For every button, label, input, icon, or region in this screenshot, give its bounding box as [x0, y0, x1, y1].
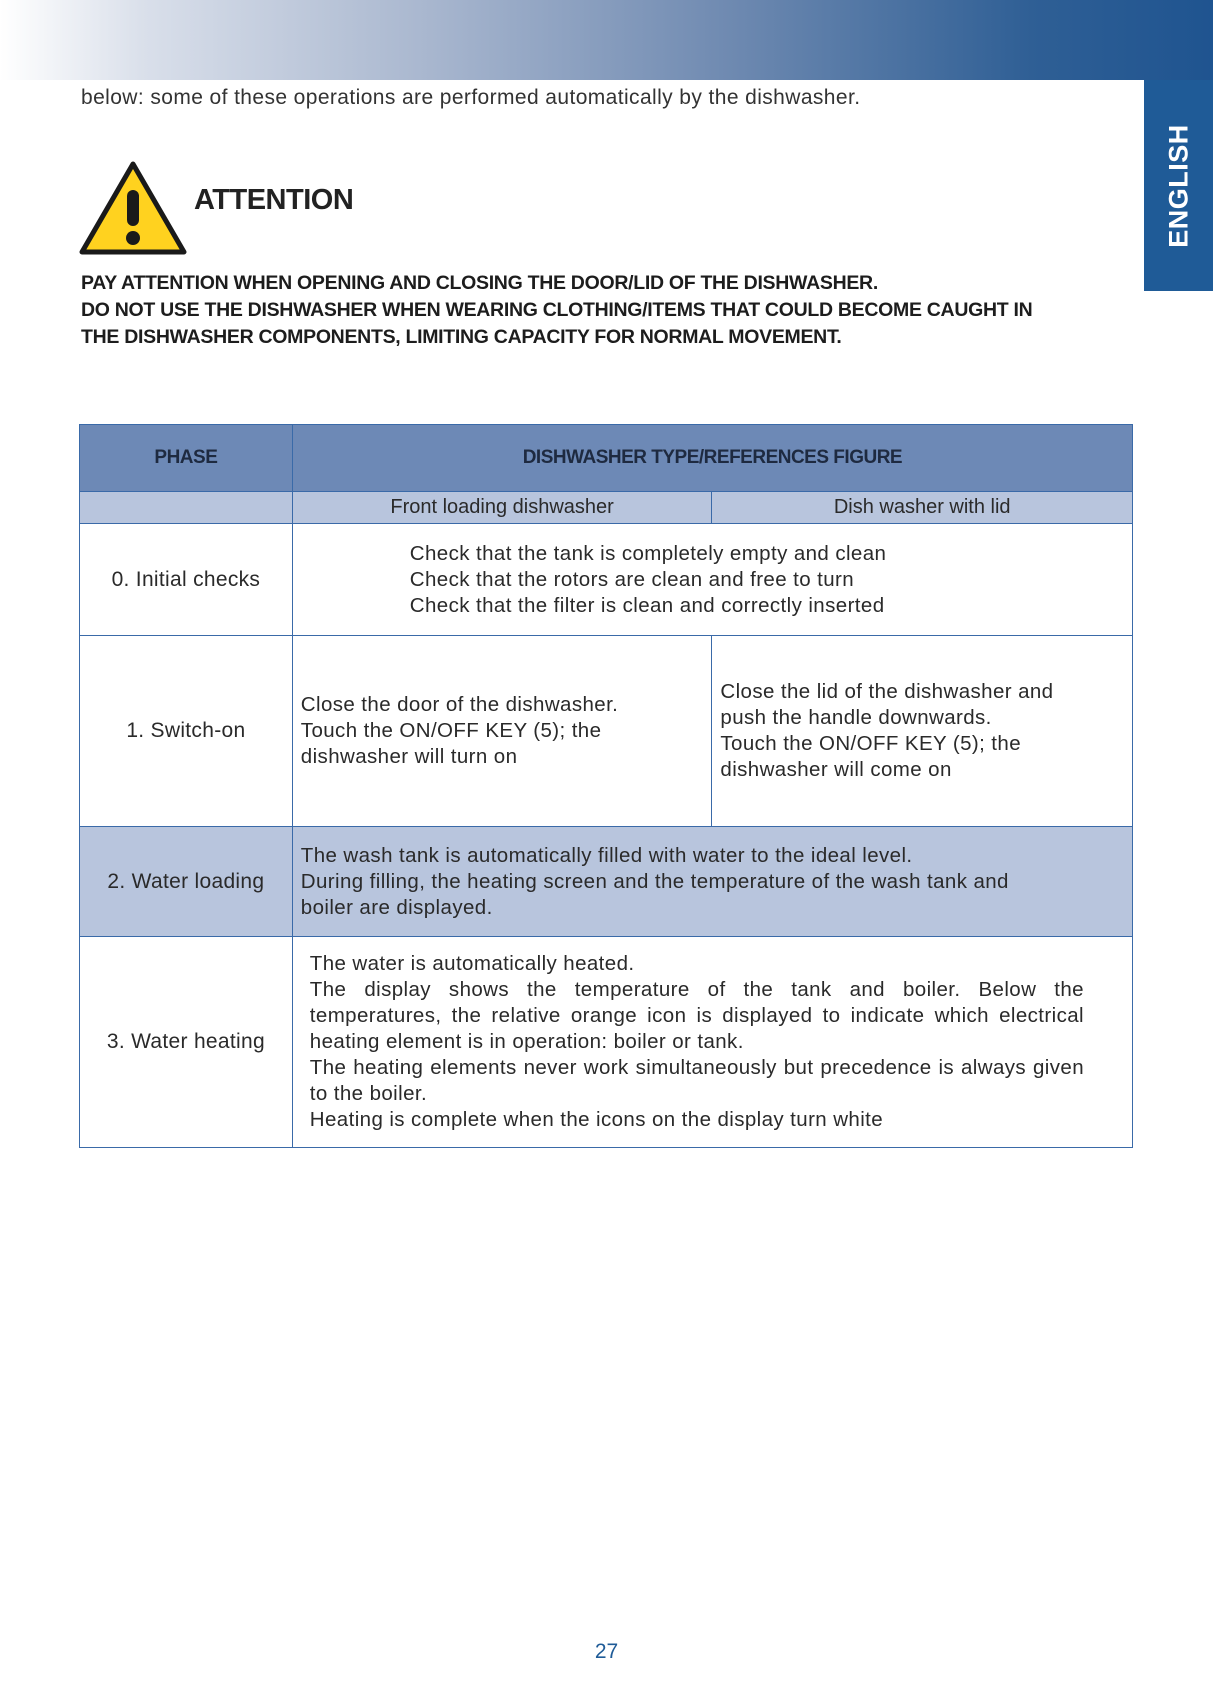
subheader-with-lid: Dish washer with lid [712, 492, 1133, 524]
instruction-line: The wash tank is automatically filled with water to the ideal level. [300, 843, 913, 867]
instruction-line: Close the door of the dishwasher. [300, 693, 619, 716]
table-header-row [80, 425, 1133, 492]
page-number: 27 [594, 1640, 619, 1663]
switch-on-lid-cell [712, 636, 1133, 827]
instruction-line: boiler are displayed. [300, 895, 493, 919]
language-tab [1144, 80, 1213, 291]
intro-text: below: some of these operations are performed automatically by the dishwasher. [81, 86, 861, 109]
language-tab-label: ENGLISH [1163, 123, 1193, 248]
phase-label: 3. Water heating [80, 937, 293, 1148]
phases-table [79, 424, 1133, 1148]
instruction-line: During filling, the heating screen and the temperature of the wash tank and [300, 869, 1009, 893]
switch-on-front-cell [292, 636, 712, 827]
initial-checks-cell [292, 524, 1132, 636]
check-line: Check that the rotors are clean and free to turn [409, 567, 855, 591]
instruction-line: Touch the ON/OFF KEY (5); the [720, 732, 1022, 755]
subheader-empty [80, 492, 293, 524]
table-row [80, 937, 1133, 1148]
water-heating-cell [292, 937, 1132, 1148]
instruction-line: The display shows the temperature of the tank and boiler. Below the temperatures, the relative orange icon is displayed to indicate which electrical heating element is in operation: boiler or tank. [309, 978, 1084, 1053]
warning-line: THE DISHWASHER COMPONENTS, LIMITING CAPACITY FOR NORMAL MOVEMENT. [81, 326, 842, 348]
table-row [80, 827, 1133, 937]
phase-label: 0. Initial checks [80, 524, 293, 636]
header-dishwasher-type: DISHWASHER TYPE/REFERENCES FIGURE [292, 425, 1132, 492]
instruction-line: dishwasher will come on [720, 758, 952, 781]
warning-line: PAY ATTENTION WHEN OPENING AND CLOSING THE DOOR/LID OF THE DISHWASHER. [81, 272, 878, 294]
check-line: Check that the filter is clean and correctly inserted [409, 593, 885, 617]
phase-label: 1. Switch-on [80, 636, 293, 827]
instruction-line: Touch the ON/OFF KEY (5); the [300, 719, 602, 742]
warning-line: DO NOT USE THE DISHWASHER WHEN WEARING CLOTHING/ITEMS THAT COULD BECOME CAUGHT IN [81, 299, 1033, 321]
instruction-line: push the handle downwards. [720, 706, 992, 729]
instruction-line: The heating elements never work simultaneously but precedence is always given to the boiler. [309, 1056, 1084, 1105]
phase-label: 2. Water loading [80, 827, 293, 937]
instruction-line: Heating is complete when the icons on the display turn white [309, 1108, 884, 1131]
attention-warning [81, 270, 1141, 351]
attention-title: ATTENTION [194, 184, 354, 216]
table-row [80, 524, 1133, 636]
warning-triangle-icon [78, 160, 188, 256]
instruction-line: The water is automatically heated. [309, 952, 635, 975]
header-phase: PHASE [80, 425, 293, 492]
instruction-line: Close the lid of the dishwasher and [720, 680, 1054, 703]
table-row [80, 636, 1133, 827]
instruction-line: dishwasher will turn on [300, 745, 518, 768]
table-subheader-row [80, 492, 1133, 524]
subheader-front-loading: Front loading dishwasher [292, 492, 712, 524]
header-band [0, 0, 1213, 80]
water-loading-cell [292, 827, 1132, 937]
check-line: Check that the tank is completely empty and clean [409, 541, 887, 565]
